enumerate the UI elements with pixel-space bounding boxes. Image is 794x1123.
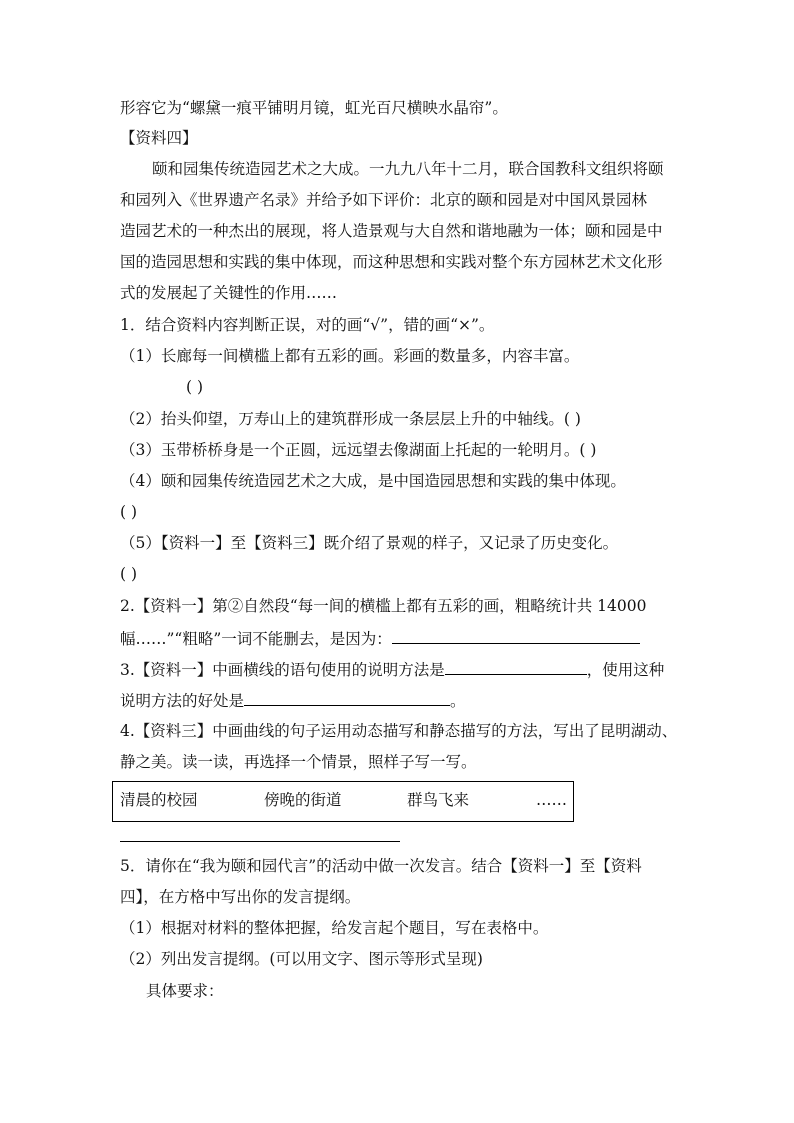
question-3-text: 。: [450, 692, 466, 710]
question-2-line-2: [120, 627, 640, 649]
scene-item: 群鸟飞来: [407, 791, 470, 809]
paragraph-line: 式的发展起了关键性的作用……: [120, 284, 338, 302]
question-1-item-4: （4）颐和园集传统造园艺术之大成，是中国造园思想和实践的集中体现。: [120, 472, 626, 490]
scene-box: [112, 781, 574, 822]
answer-bracket[interactable]: ( ): [120, 565, 138, 583]
answer-blank[interactable]: [244, 689, 450, 706]
question-3-line-1: [120, 658, 664, 680]
scene-item: 清晨的校园: [120, 791, 198, 809]
paragraph-line: 造园艺术的一种杰出的展现，将人造景观与大自然和谐地融为一体；颐和园是中: [120, 222, 663, 240]
question-1-item-5: （5）【资料一】至【资料三】既介绍了景观的样子，又记录了历史变化。: [120, 534, 619, 552]
question-2-line-1: 2.【资料一】第②自然段“每一间的横槛上都有五彩的画，粗略统计共 14000: [120, 597, 647, 615]
answer-bracket[interactable]: ( ): [120, 503, 138, 521]
question-4-line-2: 静之美。读一读，再选择一个情景，照样子写一写。: [120, 753, 477, 771]
question-5-line-1: 5．请你在“我为颐和园代言”的活动中做一次发言。结合【资料一】至【资料: [120, 857, 642, 875]
question-5-item-2: （2）列出发言提纲。(可以用文字、图示等形式呈现): [120, 950, 483, 968]
paragraph-line: 国的造园思想和实践的集中体现，而这种思想和实践对整个东方园林艺术文化形: [120, 253, 663, 271]
question-3-text: 说明方法的好处是: [120, 692, 245, 710]
answer-blank[interactable]: [445, 658, 587, 675]
question-5-item-1: （1）根据对材料的整体把握，给发言起个题目，写在表格中。: [120, 919, 549, 937]
answer-bracket[interactable]: ( ): [186, 378, 204, 396]
question-3-text: 3.【资料一】中画横线的语句使用的说明方法是: [120, 661, 445, 679]
question-5-line-2: 四】，在方格中写出你的发言提纲。: [120, 888, 361, 906]
text-line: 形容它为“螺黛一痕平铺明月镜，虹光百尺横映水晶帘”。: [120, 99, 508, 117]
question-1-item-3: （3）玉带桥桥身是一个正圆，远远望去像湖面上托起的一轮明月。( ): [120, 441, 597, 459]
question-1: 1．结合资料内容判断正误，对的画“√”，错的画“×”。: [120, 316, 495, 334]
question-1-item-1: （1）长廊每一间横槛上都有五彩的画。彩画的数量多，内容丰富。: [120, 347, 580, 365]
paragraph-line: 和园列入《世界遗产名录》并给予如下评价：北京的颐和园是对中国风景园林: [120, 191, 648, 209]
answer-blank[interactable]: [392, 627, 640, 644]
scene-item: 傍晚的街道: [264, 791, 342, 809]
section-heading: 【资料四】: [120, 129, 198, 147]
question-5-requirement: 具体要求：: [146, 982, 224, 1000]
question-3-text: ，使用这种: [586, 661, 665, 679]
question-2-text: 幅……”“粗略”一词不能删去，是因为：: [120, 630, 392, 648]
question-4-line-1: 4.【资料三】中画曲线的句子运用动态描写和静态描写的方法，写出了昆明湖动、: [120, 722, 678, 740]
question-3-line-2: [120, 689, 466, 711]
paragraph-line: 颐和园集传统造园艺术之大成。一九九八年十二月，联合国教科文组织将颐: [152, 160, 664, 178]
question-1-item-2: （2）抬头仰望，万寿山上的建筑群形成一条层层上升的中轴线。( ): [120, 410, 581, 428]
answer-line[interactable]: [120, 841, 400, 842]
scene-item: ……: [536, 791, 567, 809]
